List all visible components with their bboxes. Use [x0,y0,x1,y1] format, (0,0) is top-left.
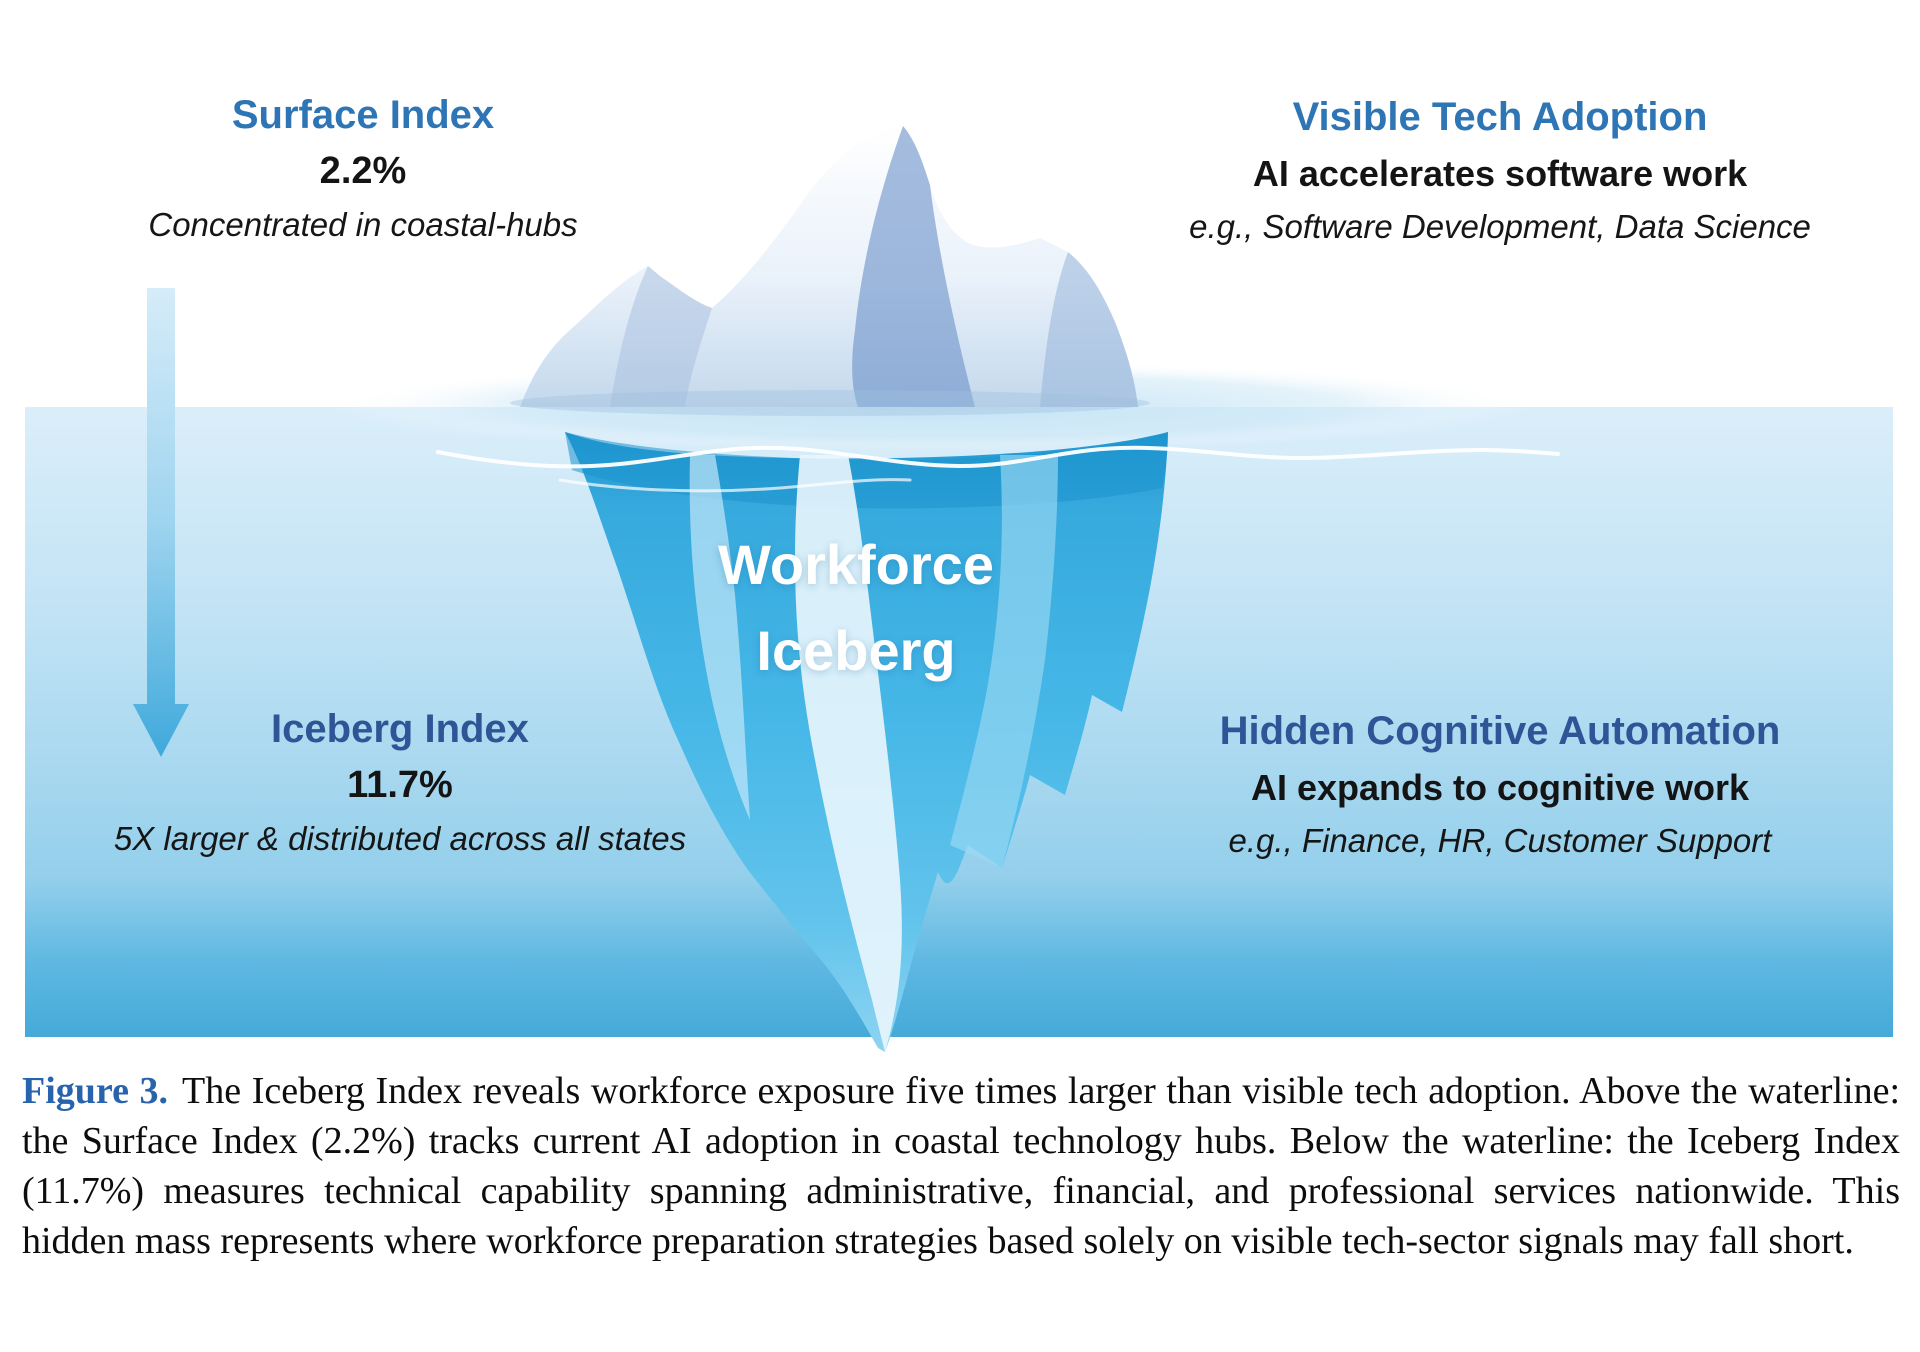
figure-caption-tag: Figure 3. [22,1070,169,1112]
figure-caption [22,1066,1900,1266]
iceberg-center-label-line2: Iceberg [756,619,956,682]
iceberg-center-label [718,522,994,694]
visible-tech-examples: e.g., Software Development, Data Science [1189,208,1811,245]
hidden-automation-title: Hidden Cognitive Automation [1219,709,1781,753]
iceberg-index-title: Iceberg Index [271,707,529,751]
surface-index-annotation [148,92,577,246]
iceberg-center-label-line1: Workforce [718,533,994,596]
visible-tech-annotation [1189,94,1811,248]
visible-tech-title: Visible Tech Adoption [1292,95,1708,139]
visible-tech-subtitle: AI accelerates software work [1252,153,1748,194]
iceberg-index-desc: 5X larger & distributed across all states [113,820,687,857]
iceberg-base-shadow [510,390,1150,416]
hidden-automation-examples: e.g., Finance, HR, Customer Support [1228,822,1772,859]
iceberg-index-value: 11.7% [347,764,453,806]
iceberg-index-annotation [114,706,686,860]
surface-index-title: Surface Index [231,93,495,137]
surface-index-desc: Concentrated in coastal-hubs [148,206,578,243]
hidden-automation-subtitle: AI expands to cognitive work [1250,767,1750,808]
surface-index-value: 2.2% [319,150,407,192]
hidden-automation-annotation [1220,708,1781,862]
figure-caption-text: The Iceberg Index reveals workforce exposure five times larger than visible tech adoption. Above the waterline: the Surface Index (2.2%) tracks current AI adoption in coastal technology hubs. Below the waterline: the Iceberg Index (11.7%) measures technical capability spanning administrative, financial, and professional services nationwide. This hidden mass represents where workforce preparation strategies based solely on visible tech-sector signals may fall short. [22,1070,1900,1262]
